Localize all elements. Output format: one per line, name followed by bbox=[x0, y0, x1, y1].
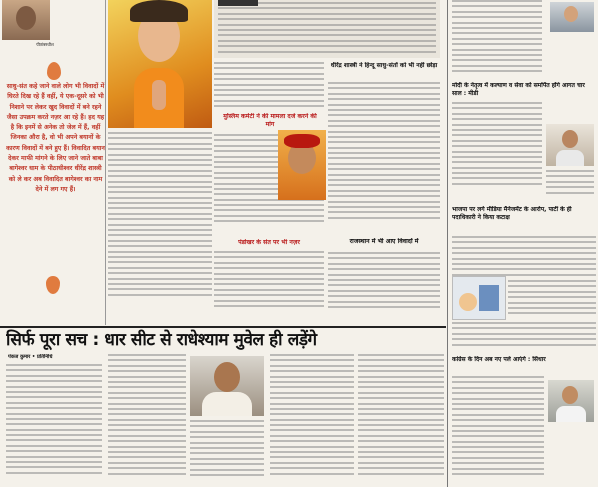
headline-bjp-media: भाजपा पर लगे मीडिया मैनेजमेंट के आरोप, पार्टी के ही पदाधिकारी ने किया कटाक्ष bbox=[452, 206, 572, 221]
headline-modi-leadership: मोदी के नेतृत्व में कल्याण व सेवा को समर्पित होंगे आगत चार साल : मीडी bbox=[452, 82, 585, 97]
byline: पंकज कुमार • प्रतिनिधि bbox=[8, 354, 53, 360]
subhead-dhirendra: धीरेंद्र शास्त्री ने हिन्दू साधु-संतों को भी नहीं छोड़ा bbox=[330, 62, 438, 69]
right-text-block-2b bbox=[546, 170, 594, 200]
right-text-block-2 bbox=[452, 102, 542, 198]
right-text-block-4 bbox=[452, 322, 596, 352]
bottom-col-5 bbox=[358, 354, 444, 486]
bottom-col-4 bbox=[270, 354, 354, 486]
portrait-photo-topleft bbox=[2, 0, 50, 40]
subhead-pandokhar: पंडोखर के संत पर भी नज़र bbox=[238, 239, 300, 246]
dhirendra-text-block bbox=[328, 82, 440, 232]
bottom-section-rule bbox=[0, 326, 446, 328]
headline-congress: कांग्रेस के दिन अब नए पले आएंगे : सिंधार bbox=[452, 356, 546, 363]
saint-photo bbox=[108, 0, 212, 128]
politician-photo-2 bbox=[546, 124, 594, 166]
top-news-box bbox=[214, 0, 440, 58]
bottom-col-3 bbox=[190, 420, 264, 486]
quote-drop-icon bbox=[47, 62, 61, 80]
subhead-muslim-committee: मुस्लिम कमेटी ने की मामला दर्ज करने की मांग bbox=[223, 113, 317, 128]
top-dark-strip bbox=[218, 0, 258, 6]
bottom-col-1 bbox=[6, 364, 102, 486]
subhead-rajasthan: राजस्थान में भी आए विवादों में bbox=[349, 238, 419, 245]
politician-photo-3 bbox=[548, 380, 594, 422]
pandokhar-text-block bbox=[214, 251, 324, 311]
column-divider-right bbox=[447, 0, 448, 487]
photo-caption-name: पीतांबरधीश bbox=[36, 42, 54, 47]
bottom-col-2 bbox=[108, 354, 186, 486]
column-divider-left bbox=[105, 0, 106, 325]
center-left-text-block bbox=[108, 132, 212, 312]
quote-drop-icon-bottom bbox=[46, 276, 60, 294]
cartoon-illustration bbox=[452, 276, 506, 320]
center-text-block-1 bbox=[214, 62, 324, 114]
rajasthan-text-block bbox=[328, 252, 440, 310]
pandokhar-saint-photo bbox=[278, 130, 326, 200]
left-callout-text: साधु-संत कहे जाने वाले लोग भी विवादों में घिरते दिख रहे हैं वहीं, ये एक-दूसरे को भी निशाने पर लेकर खुद विवादों में बने रहने जैसा उपक्रम करते नज़र आ रहे हैं। हद यह है कि इनमें से अनेक तो जेल में हैं, वहीं जिनका औरा है, वो भी अपने बयानों के कारण विवादों में बने हुए हैं। विवादित बयान देकर माफी मांगने के लिए जाने जाते बाबा बागेश्वर धाम के पीठाधीश्वर धीरेंद्र शास्त्री को ले कर अब विवादित बागेश्वर का नाम देने में लग गए हैं। bbox=[6, 83, 105, 193]
main-headline: सिर्फ पूरा सच : धार सीट से राधेश्याम मुवेल ही लड़ेंगे bbox=[6, 330, 317, 350]
politician-photo-1 bbox=[550, 2, 594, 32]
radheshyam-muvel-photo bbox=[190, 356, 264, 416]
right-text-block-3b bbox=[508, 280, 596, 320]
